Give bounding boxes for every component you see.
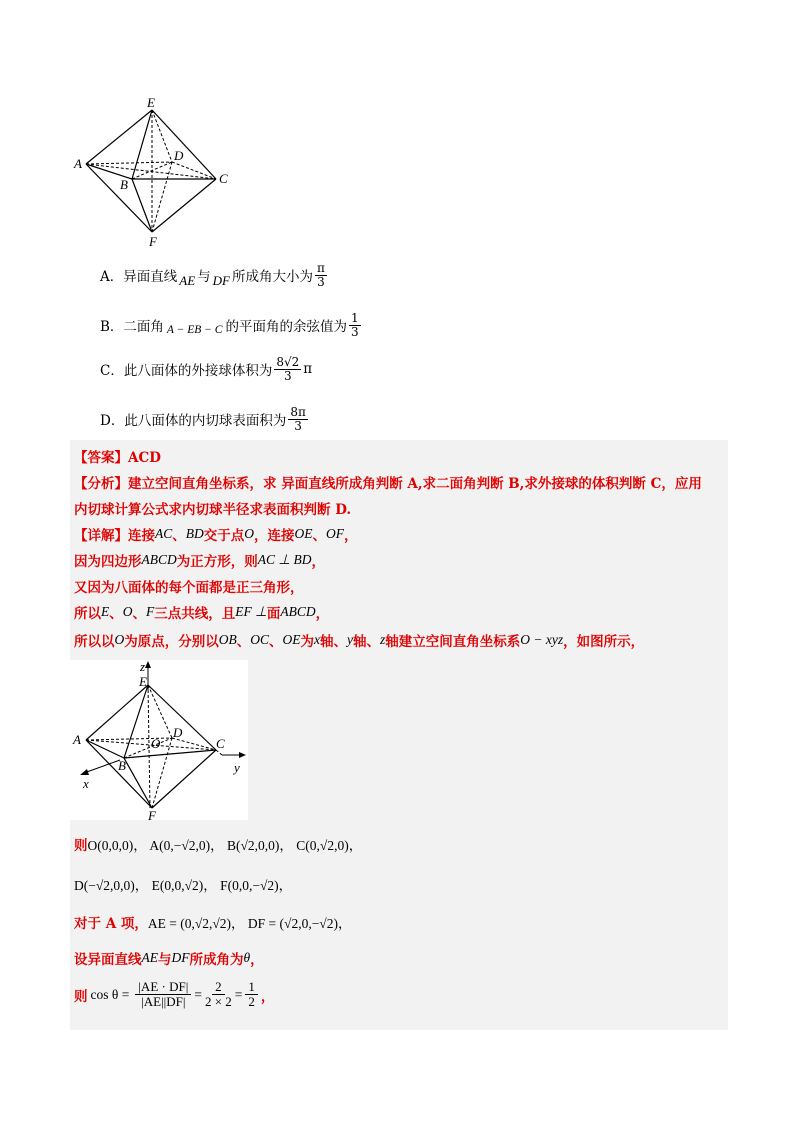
cos-line: 则 cos θ = $\frac{|AE \cdot DF|}{|AE||DF|}$ = $\frac{2}{2 \times 2}$ = $\frac{1}{2}$ ，	[74, 979, 275, 1010]
octahedron-figure	[70, 92, 240, 252]
item-a-line: 对于 A 项， AE = (0,√2,√2)， DF = (√2,0,−√2)，	[74, 916, 352, 932]
coordinate-figure	[70, 660, 248, 820]
points-line-1: 则 O(0,0,0)， A(0,−√2,0)， B(√2,0,0)， C(0,√2,0)，	[74, 838, 363, 854]
label-B: B	[120, 177, 128, 192]
label-F: F	[149, 234, 157, 249]
coordinate-line: 所以以 O 为原点，分别以 OB 、 OC 、 OE 为 x 轴、 y 轴、 z 轴建立空间直角坐标系 O − xyz ，如图所示，	[74, 632, 645, 650]
analysis-line-2: 内切球计算公式求内切球半径求表面积判断 D.	[74, 502, 352, 518]
detail-line: 【详解】连接 AC 、 BD 交于点 O ，连接 OE 、 OF ，	[74, 526, 358, 544]
label-E2: E	[139, 674, 147, 689]
answer: 【答案】ACD	[74, 450, 161, 466]
square-line: 因为四边形 ABCD 为正方形，则 AC ⊥ BD ，	[74, 552, 326, 570]
label-B2: B	[118, 758, 126, 773]
label-F2: F	[148, 808, 156, 820]
label-D: D	[174, 148, 184, 163]
axis-x-label: x	[83, 776, 89, 791]
collinear-line: 所以 E 、 O 、 F 三点共线，且 EF ⊥ 面 ABCD ，	[74, 604, 330, 622]
label-D2: D	[173, 725, 183, 740]
theta-line: 设异面直线 AE 与 DF 所成角为 θ ，	[74, 950, 264, 968]
faces-line: 又因为八面体的每个面都是正三角形，	[74, 580, 304, 596]
axis-z-label: z	[140, 660, 146, 674]
option-d: D．此八面体的内切球表面积为 $\frac{8\pi}{3}$	[100, 405, 306, 433]
points-line-2: D(−√2,0,0)， E(0,0,√2)， F(0,0,−√2)，	[74, 878, 293, 893]
label-C: C	[219, 171, 228, 186]
label-O2: O	[151, 736, 161, 751]
axis-y-label: y	[234, 760, 240, 775]
option-c: C．此八面体的外接球体积为 $\frac{8√2}{3}$ π	[100, 355, 313, 383]
label-C2: C	[216, 736, 225, 751]
label-A2: A	[73, 732, 81, 747]
label-A: A	[74, 156, 82, 171]
analysis-line-1: 【分析】建立空间直角坐标系，求 异面直线所成角判断 A,求二面角判断 B,求外接球的体积判断 C，应用	[74, 476, 702, 492]
option-a: A．异面直线 AE 与 DF 所成角大小为 $\frac{\pi}{3}$	[100, 261, 325, 289]
label-E: E	[147, 95, 155, 110]
option-b: B．二面角 A − EB − C 的平面角的余弦值为 $\frac{1}{3}$	[100, 311, 359, 339]
